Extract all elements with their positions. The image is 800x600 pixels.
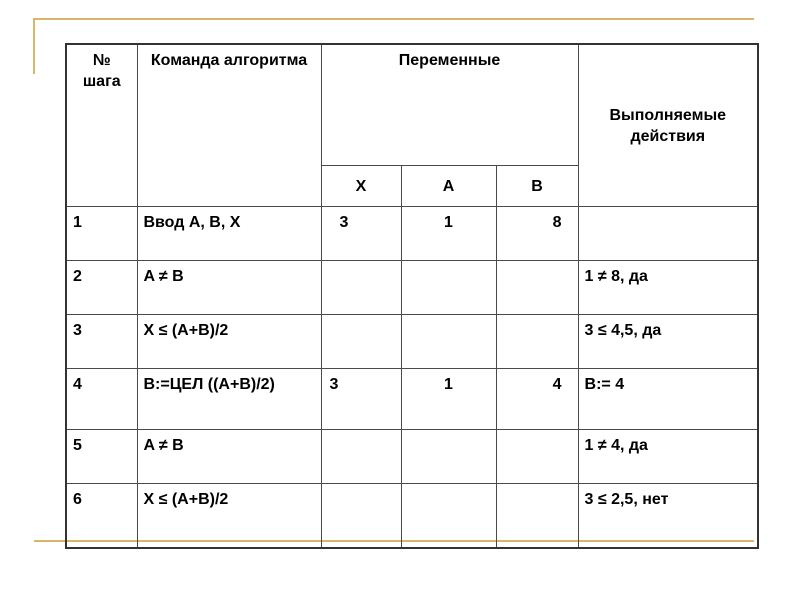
cell-b	[496, 484, 578, 549]
cell-step: 6	[66, 484, 137, 549]
header-var-b: B	[496, 166, 578, 207]
cell-step: 5	[66, 430, 137, 484]
cell-b: 8	[496, 207, 578, 261]
header-actions: Выполняемые действия	[578, 44, 758, 207]
cell-step: 4	[66, 369, 137, 430]
cell-action: 1 ≠ 8, да	[578, 261, 758, 315]
cell-a	[401, 315, 496, 369]
header-command: Команда алгоритма	[137, 44, 321, 207]
cell-step: 1	[66, 207, 137, 261]
cell-x: 3	[321, 369, 401, 430]
table-row	[66, 484, 758, 549]
cell-command: X ≤ (A+B)/2	[137, 484, 321, 549]
cell-x: 3	[321, 207, 401, 261]
header-variables: Переменные	[321, 44, 578, 166]
cell-command: A ≠ B	[137, 261, 321, 315]
table-row	[66, 315, 758, 369]
cell-x	[321, 261, 401, 315]
cell-step: 2	[66, 261, 137, 315]
cell-action	[578, 207, 758, 261]
header-var-x: X	[321, 166, 401, 207]
cell-action: 3 ≤ 2,5, нет	[578, 484, 758, 549]
table-header-row	[66, 44, 758, 166]
table-row	[66, 261, 758, 315]
cell-command: Ввод A, B, X	[137, 207, 321, 261]
cell-command: X ≤ (A+B)/2	[137, 315, 321, 369]
table-row	[66, 369, 758, 430]
cell-command: A ≠ B	[137, 430, 321, 484]
cell-b: 4	[496, 369, 578, 430]
cell-b	[496, 315, 578, 369]
cell-a	[401, 430, 496, 484]
header-step: № шага	[66, 44, 137, 207]
cell-step: 3	[66, 315, 137, 369]
cell-x	[321, 484, 401, 549]
decorative-top-line	[34, 18, 754, 20]
header-var-a: A	[401, 166, 496, 207]
decorative-left-line	[33, 18, 35, 74]
algorithm-trace-table	[65, 43, 759, 549]
cell-b	[496, 430, 578, 484]
cell-action: B:= 4	[578, 369, 758, 430]
cell-x	[321, 315, 401, 369]
cell-a: 1	[401, 369, 496, 430]
cell-action: 3 ≤ 4,5, да	[578, 315, 758, 369]
cell-x	[321, 430, 401, 484]
table-row	[66, 430, 758, 484]
cell-a: 1	[401, 207, 496, 261]
cell-a	[401, 484, 496, 549]
cell-command: B:=ЦЕЛ ((A+B)/2)	[137, 369, 321, 430]
table-row	[66, 207, 758, 261]
cell-a	[401, 261, 496, 315]
cell-action: 1 ≠ 4, да	[578, 430, 758, 484]
cell-b	[496, 261, 578, 315]
